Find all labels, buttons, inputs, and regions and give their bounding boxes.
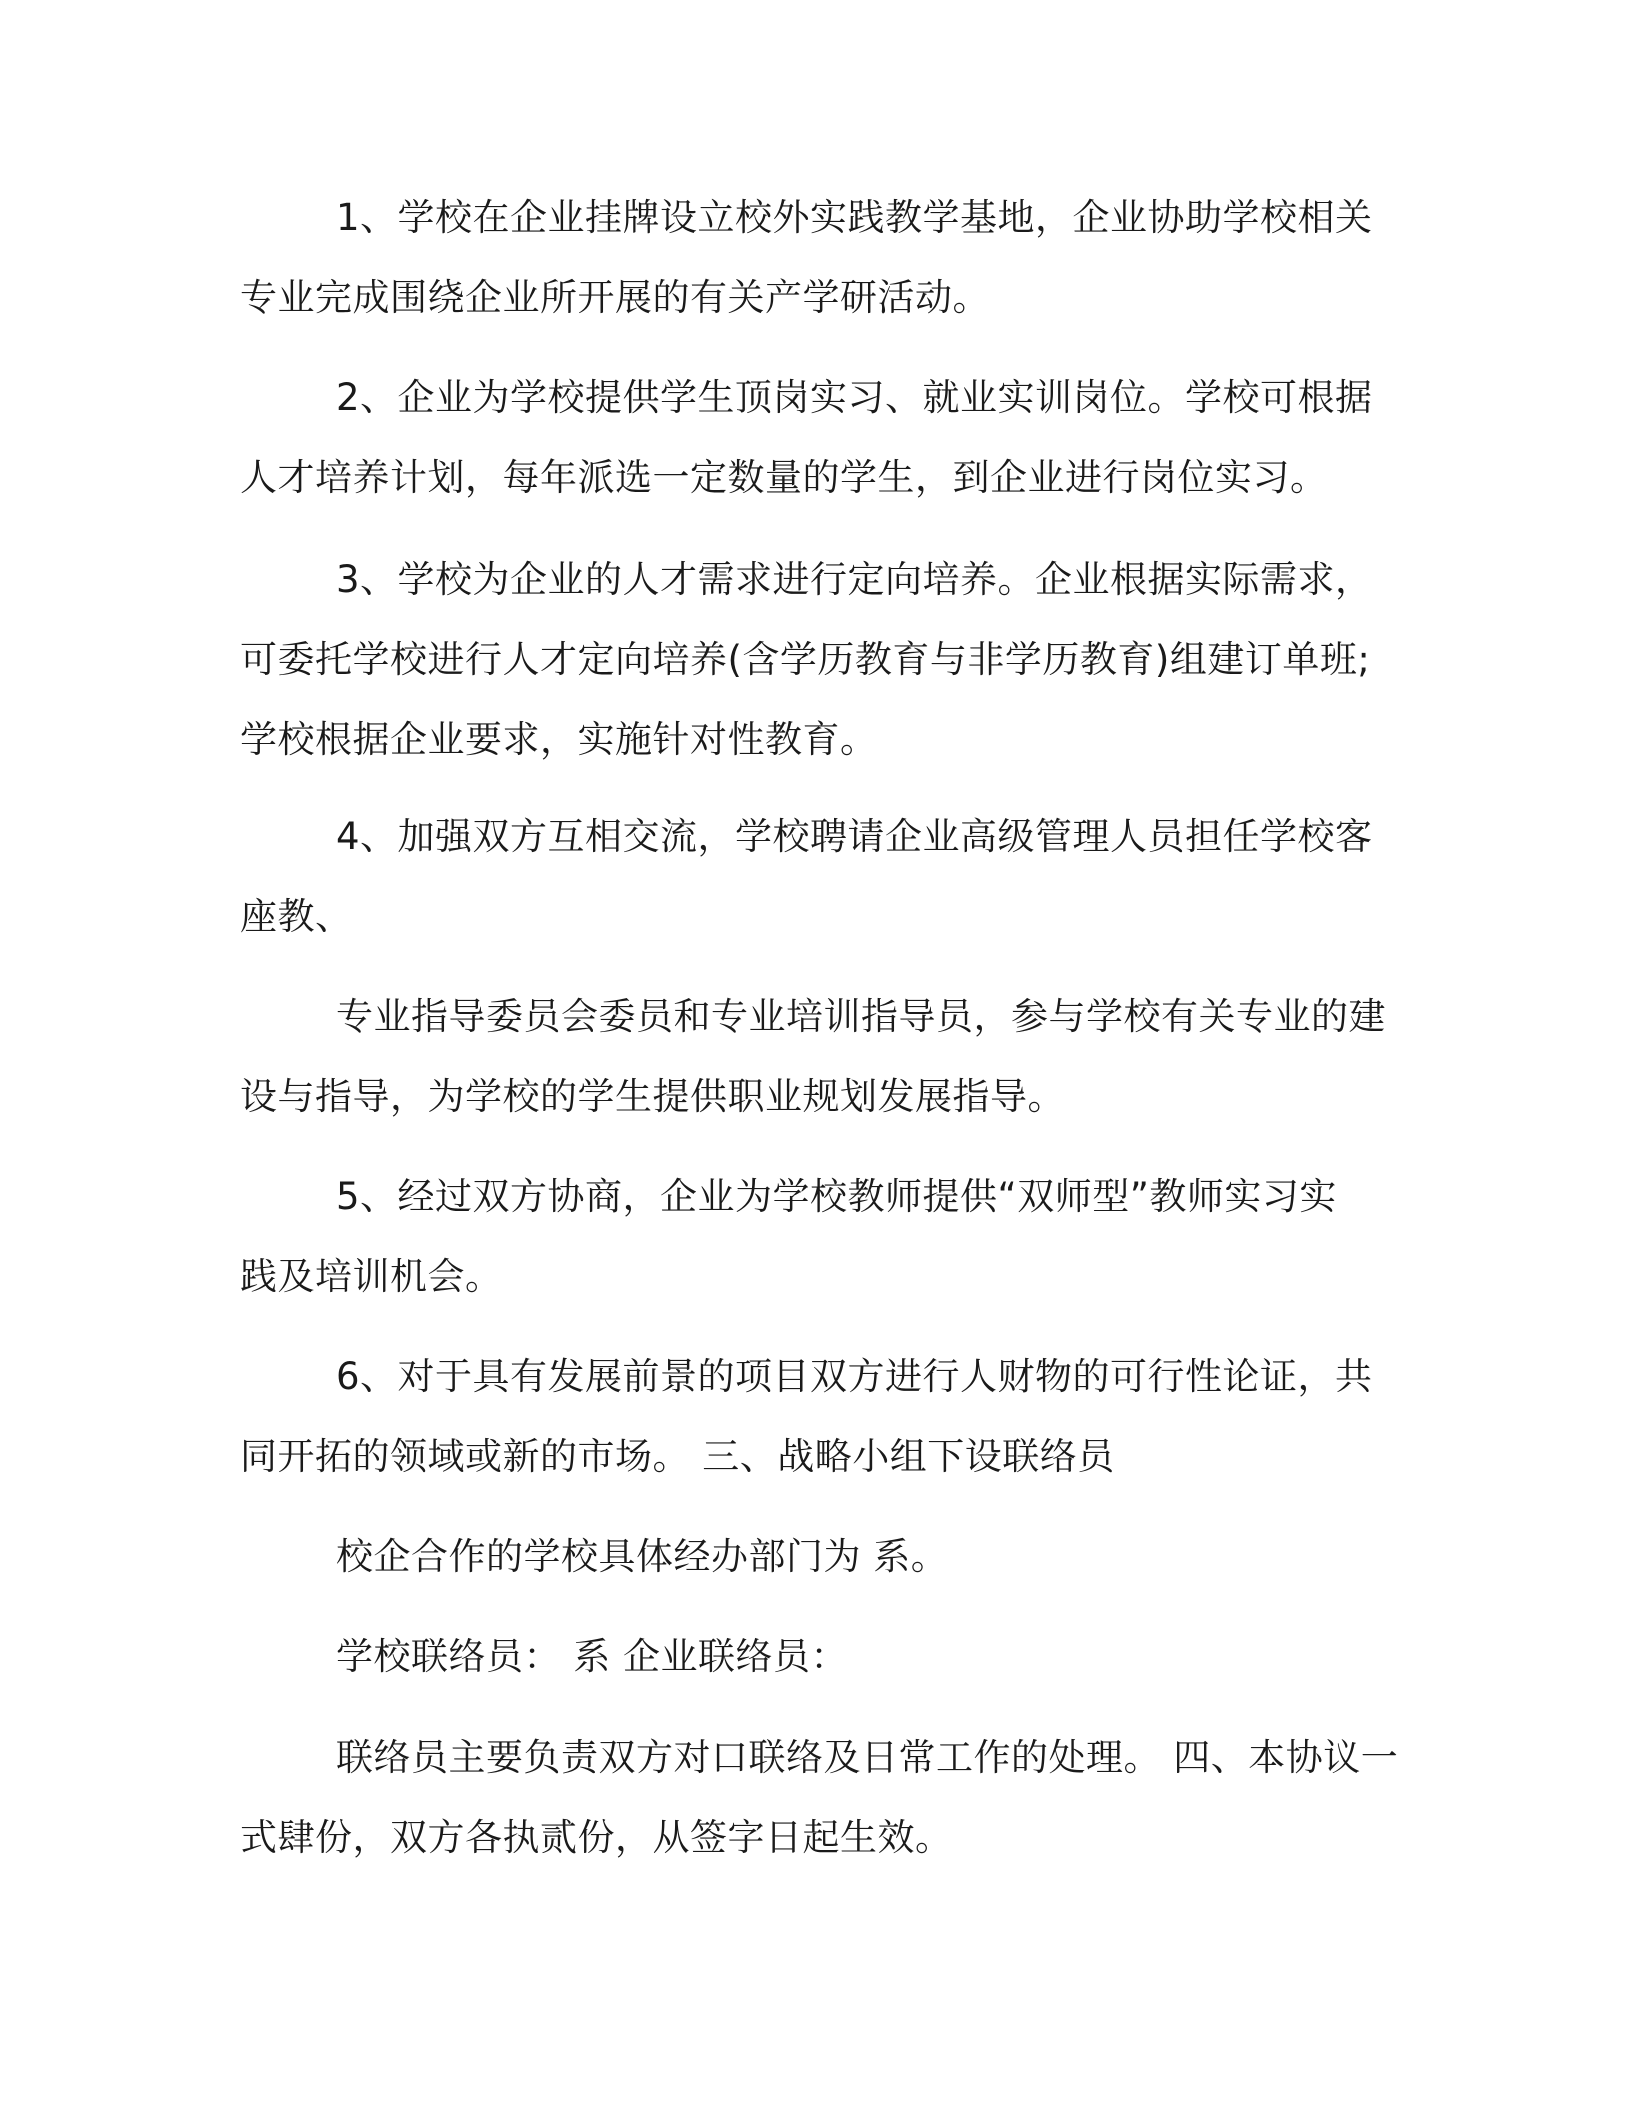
paragraph-line: 人才培养计划，每年派选一定数量的学生，到企业进行岗位实习。 [240,456,1328,499]
paragraph-7 [240,1337,1390,1497]
paragraph-line: 座教、 [240,895,353,938]
paragraph-line: 联络员主要负责双方对口联络及日常工作的处理。 四、本协议一 [336,1736,1399,1779]
paragraph-line: 设与指导，为学校的学生提供职业规划发展指导。 [240,1075,1065,1118]
paragraph-line: 专业完成围绕企业所开展的有关产学研活动。 [240,276,990,319]
paragraph-line: 4、加强双方互相交流，学校聘请企业高级管理人员担任学校客 [336,815,1373,858]
paragraph-line: 同开拓的领域或新的市场。 三、战略小组下设联络员 [240,1435,1115,1478]
paragraph-5 [240,977,1390,1137]
paragraph-line: 学校根据企业要求，实施针对性教育。 [240,718,878,761]
paragraph-line: 学校联络员： 系 企业联络员： [336,1635,849,1678]
paragraph-6 [240,1157,1390,1317]
paragraph-1 [240,178,1390,338]
paragraph-line: 2、企业为学校提供学生顶岗实习、就业实训岗位。学校可根据 [336,376,1373,419]
paragraph-line: 式肆份，双方各执贰份，从签字日起生效。 [240,1816,953,1859]
paragraph-8 [240,1517,1390,1597]
paragraph-3 [240,540,1390,780]
paragraph-4 [240,797,1390,957]
paragraph-2 [240,358,1390,518]
paragraph-line: 1、学校在企业挂牌设立校外实践教学基地，企业协助学校相关 [336,196,1373,239]
paragraph-9 [240,1617,1390,1697]
paragraph-line: 可委托学校进行人才定向培养(含学历教育与非学历教育)组建订单班; [240,638,1371,681]
paragraph-10 [240,1718,1399,1878]
paragraph-line: 6、对于具有发展前景的项目双方进行人财物的可行性论证，共 [336,1355,1373,1398]
paragraph-line: 专业指导委员会委员和专业培训指导员，参与学校有关专业的建 [336,995,1386,1038]
paragraph-line: 3、学校为企业的人才需求进行定向培养。企业根据实际需求， [336,558,1373,601]
paragraph-line: 践及培训机会。 [240,1255,503,1298]
paragraph-line: 校企合作的学校具体经办部门为 系。 [336,1535,949,1578]
paragraph-line: 5、经过双方协商，企业为学校教师提供“双师型”教师实习实 [336,1175,1337,1218]
